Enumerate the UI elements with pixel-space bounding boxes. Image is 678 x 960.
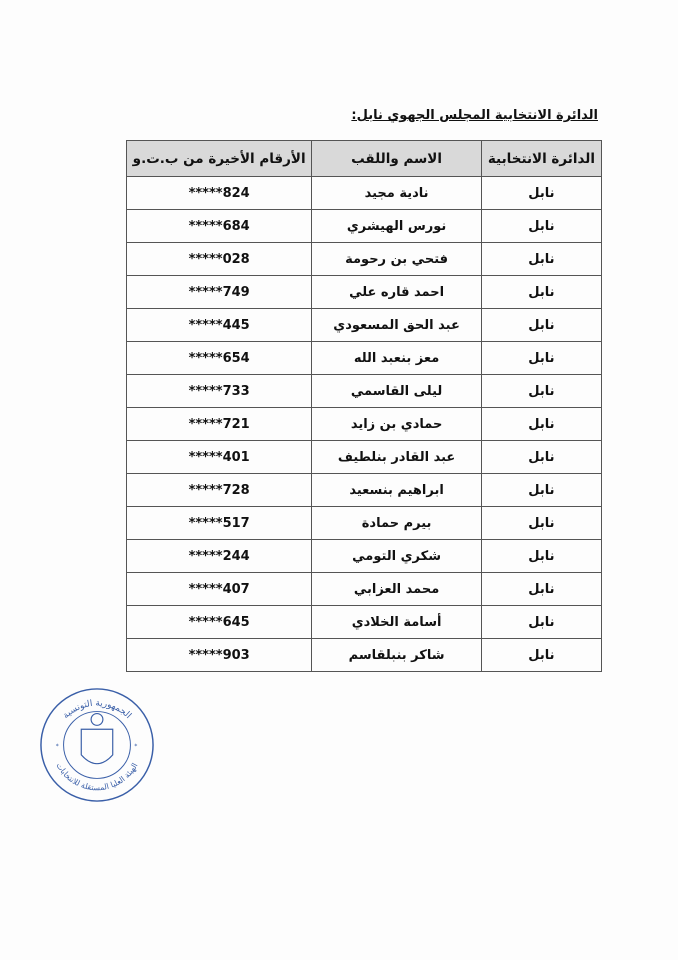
name-cell: بيرم حمادة: [312, 507, 482, 540]
name-cell: احمد قاره علي: [312, 276, 482, 309]
table-row: [127, 408, 602, 441]
name-cell: فتحي بن رحومة: [312, 243, 482, 276]
district-cell: نابل: [481, 507, 601, 540]
id-cell: *****721: [127, 408, 312, 441]
table-row: [127, 474, 602, 507]
id-cell: *****517: [127, 507, 312, 540]
district-cell: نابل: [481, 573, 601, 606]
name-cell: شكري التومي: [312, 540, 482, 573]
table-row: [127, 375, 602, 408]
id-cell: *****733: [127, 375, 312, 408]
svg-text:*: *: [134, 743, 138, 750]
name-cell: معز بنعبد الله: [312, 342, 482, 375]
district-cell: نابل: [481, 540, 601, 573]
name-cell: أسامة الخلادي: [312, 606, 482, 639]
table-row: [127, 606, 602, 639]
svg-text:*: *: [55, 743, 59, 750]
name-cell: شاكر بنبلقاسم: [312, 639, 482, 672]
id-cell: *****903: [127, 639, 312, 672]
id-cell: *****407: [127, 573, 312, 606]
document-title: الدائرة الانتخابية المجلس الجهوي نابل:: [351, 108, 598, 123]
name-cell: ليلى القاسمي: [312, 375, 482, 408]
district-cell: نابل: [481, 441, 601, 474]
header-name: الاسم واللقب: [312, 141, 482, 177]
seal-bottom-text: الهيئة العليا المستقلة للانتخابات: [54, 761, 140, 793]
id-cell: *****824: [127, 177, 312, 210]
id-cell: *****028: [127, 243, 312, 276]
table-row: [127, 540, 602, 573]
header-district: الدائرة الانتخابية: [481, 141, 601, 177]
name-cell: محمد العزابي: [312, 573, 482, 606]
district-cell: نابل: [481, 276, 601, 309]
table-row: [127, 441, 602, 474]
id-cell: *****728: [127, 474, 312, 507]
id-cell: *****401: [127, 441, 312, 474]
name-cell: عبد الحق المسعودي: [312, 309, 482, 342]
table-row: [127, 210, 602, 243]
name-cell: حمادي بن زايد: [312, 408, 482, 441]
id-cell: *****654: [127, 342, 312, 375]
table-row: [127, 639, 602, 672]
id-cell: *****749: [127, 276, 312, 309]
name-cell: ابراهيم بنسعيد: [312, 474, 482, 507]
svg-text:الهيئة العليا المستقلة للانتخا: [54, 761, 139, 792]
seal-top-text: الجمهورية التونسية: [61, 698, 133, 721]
table-header-row: [127, 141, 602, 177]
svg-text:الجمهورية التونسية: [61, 699, 133, 721]
official-seal: [38, 686, 156, 804]
table-row: [127, 507, 602, 540]
table-row: [127, 243, 602, 276]
table-row: [127, 309, 602, 342]
table-row: [127, 276, 602, 309]
district-cell: نابل: [481, 210, 601, 243]
id-cell: *****445: [127, 309, 312, 342]
district-cell: نابل: [481, 474, 601, 507]
district-cell: نابل: [481, 177, 601, 210]
district-cell: نابل: [481, 309, 601, 342]
candidates-table: [126, 140, 602, 672]
table-row: [127, 573, 602, 606]
district-cell: نابل: [481, 342, 601, 375]
district-cell: نابل: [481, 375, 601, 408]
id-cell: *****684: [127, 210, 312, 243]
district-cell: نابل: [481, 408, 601, 441]
header-id: الأرقام الأخيرة من ب.ت.و: [127, 141, 312, 177]
id-cell: *****244: [127, 540, 312, 573]
name-cell: نورس الهيشري: [312, 210, 482, 243]
district-cell: نابل: [481, 639, 601, 672]
id-cell: *****645: [127, 606, 312, 639]
name-cell: عبد القادر بنلطيف: [312, 441, 482, 474]
name-cell: نادية مجيد: [312, 177, 482, 210]
table-row: [127, 177, 602, 210]
district-cell: نابل: [481, 243, 601, 276]
district-cell: نابل: [481, 606, 601, 639]
table-row: [127, 342, 602, 375]
